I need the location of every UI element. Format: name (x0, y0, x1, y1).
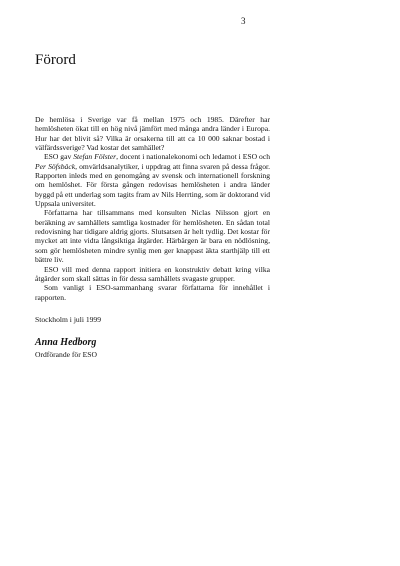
text-run: ESO vill med denna rapport initiera en konstruktiv debatt kring vilka åtgärder som skall sättas in för dessa samhällets svagaste grupper. (35, 264, 270, 283)
page-title: Förord (35, 52, 76, 68)
paragraph (35, 152, 270, 208)
text-run: ESO gav (44, 152, 74, 162)
text-run: Författarna har tillsammans med konsulten Niclas Nilsson gjort en beräkning av samhällets samtliga kostnader för hemlösheten. En sådan total redovisning har tidigare aldrig gjorts. Slutsatsen är helt tydlig. Det kostar för mycket att inte vidta långsiktiga åtgärder. Härbärgen är bara en nödlösning, som gör hemlösheten mindre synlig men ger knappast äkta starthjälp till ett bättre liv. (35, 208, 270, 265)
text-run: De hemlösa i Sverige var få mellan 1975 och 1985. Därefter har hemlösheten ökat till en hög nivå jämfört med många andra länder i Europa. Hur har det blivit så? Vilka är orsakerna till att ca 10 000 saknar bostad i välfärdssverige? Vad kostar det samhället? (35, 115, 270, 153)
signature-role: Ordförande för ESO (35, 350, 97, 359)
italic-name: Per Söfsbäck (35, 161, 76, 171)
body-text (35, 115, 270, 302)
paragraph (35, 265, 270, 284)
text-run: Som vanligt i ESO-sammanhang svarar författarna för innehållet i rapporten. (35, 283, 270, 302)
signature-name: Anna Hedborg (35, 337, 97, 348)
paragraph (35, 283, 270, 302)
paragraph (35, 115, 270, 152)
text-run: , omvärldsanalytiker, i uppdrag att finna svaren på dessa frågor. Rapporten inleds med en genomgång av svensk och internationell forskning om hemlöshet. För första gången redovisas hemlösheten i andra länder byggd på ett underlag som tagits fram av Nils Herrting, som är doktorand vid Uppsala universitet. (35, 161, 270, 209)
place-date: Stockholm i juli 1999 (35, 315, 102, 324)
page-number: 3 (241, 16, 246, 26)
text-run: , docent i nationalekonomi och ledamot i ESO och (116, 152, 270, 162)
italic-name: Stefan Fölster (73, 152, 117, 162)
paragraph (35, 208, 270, 264)
